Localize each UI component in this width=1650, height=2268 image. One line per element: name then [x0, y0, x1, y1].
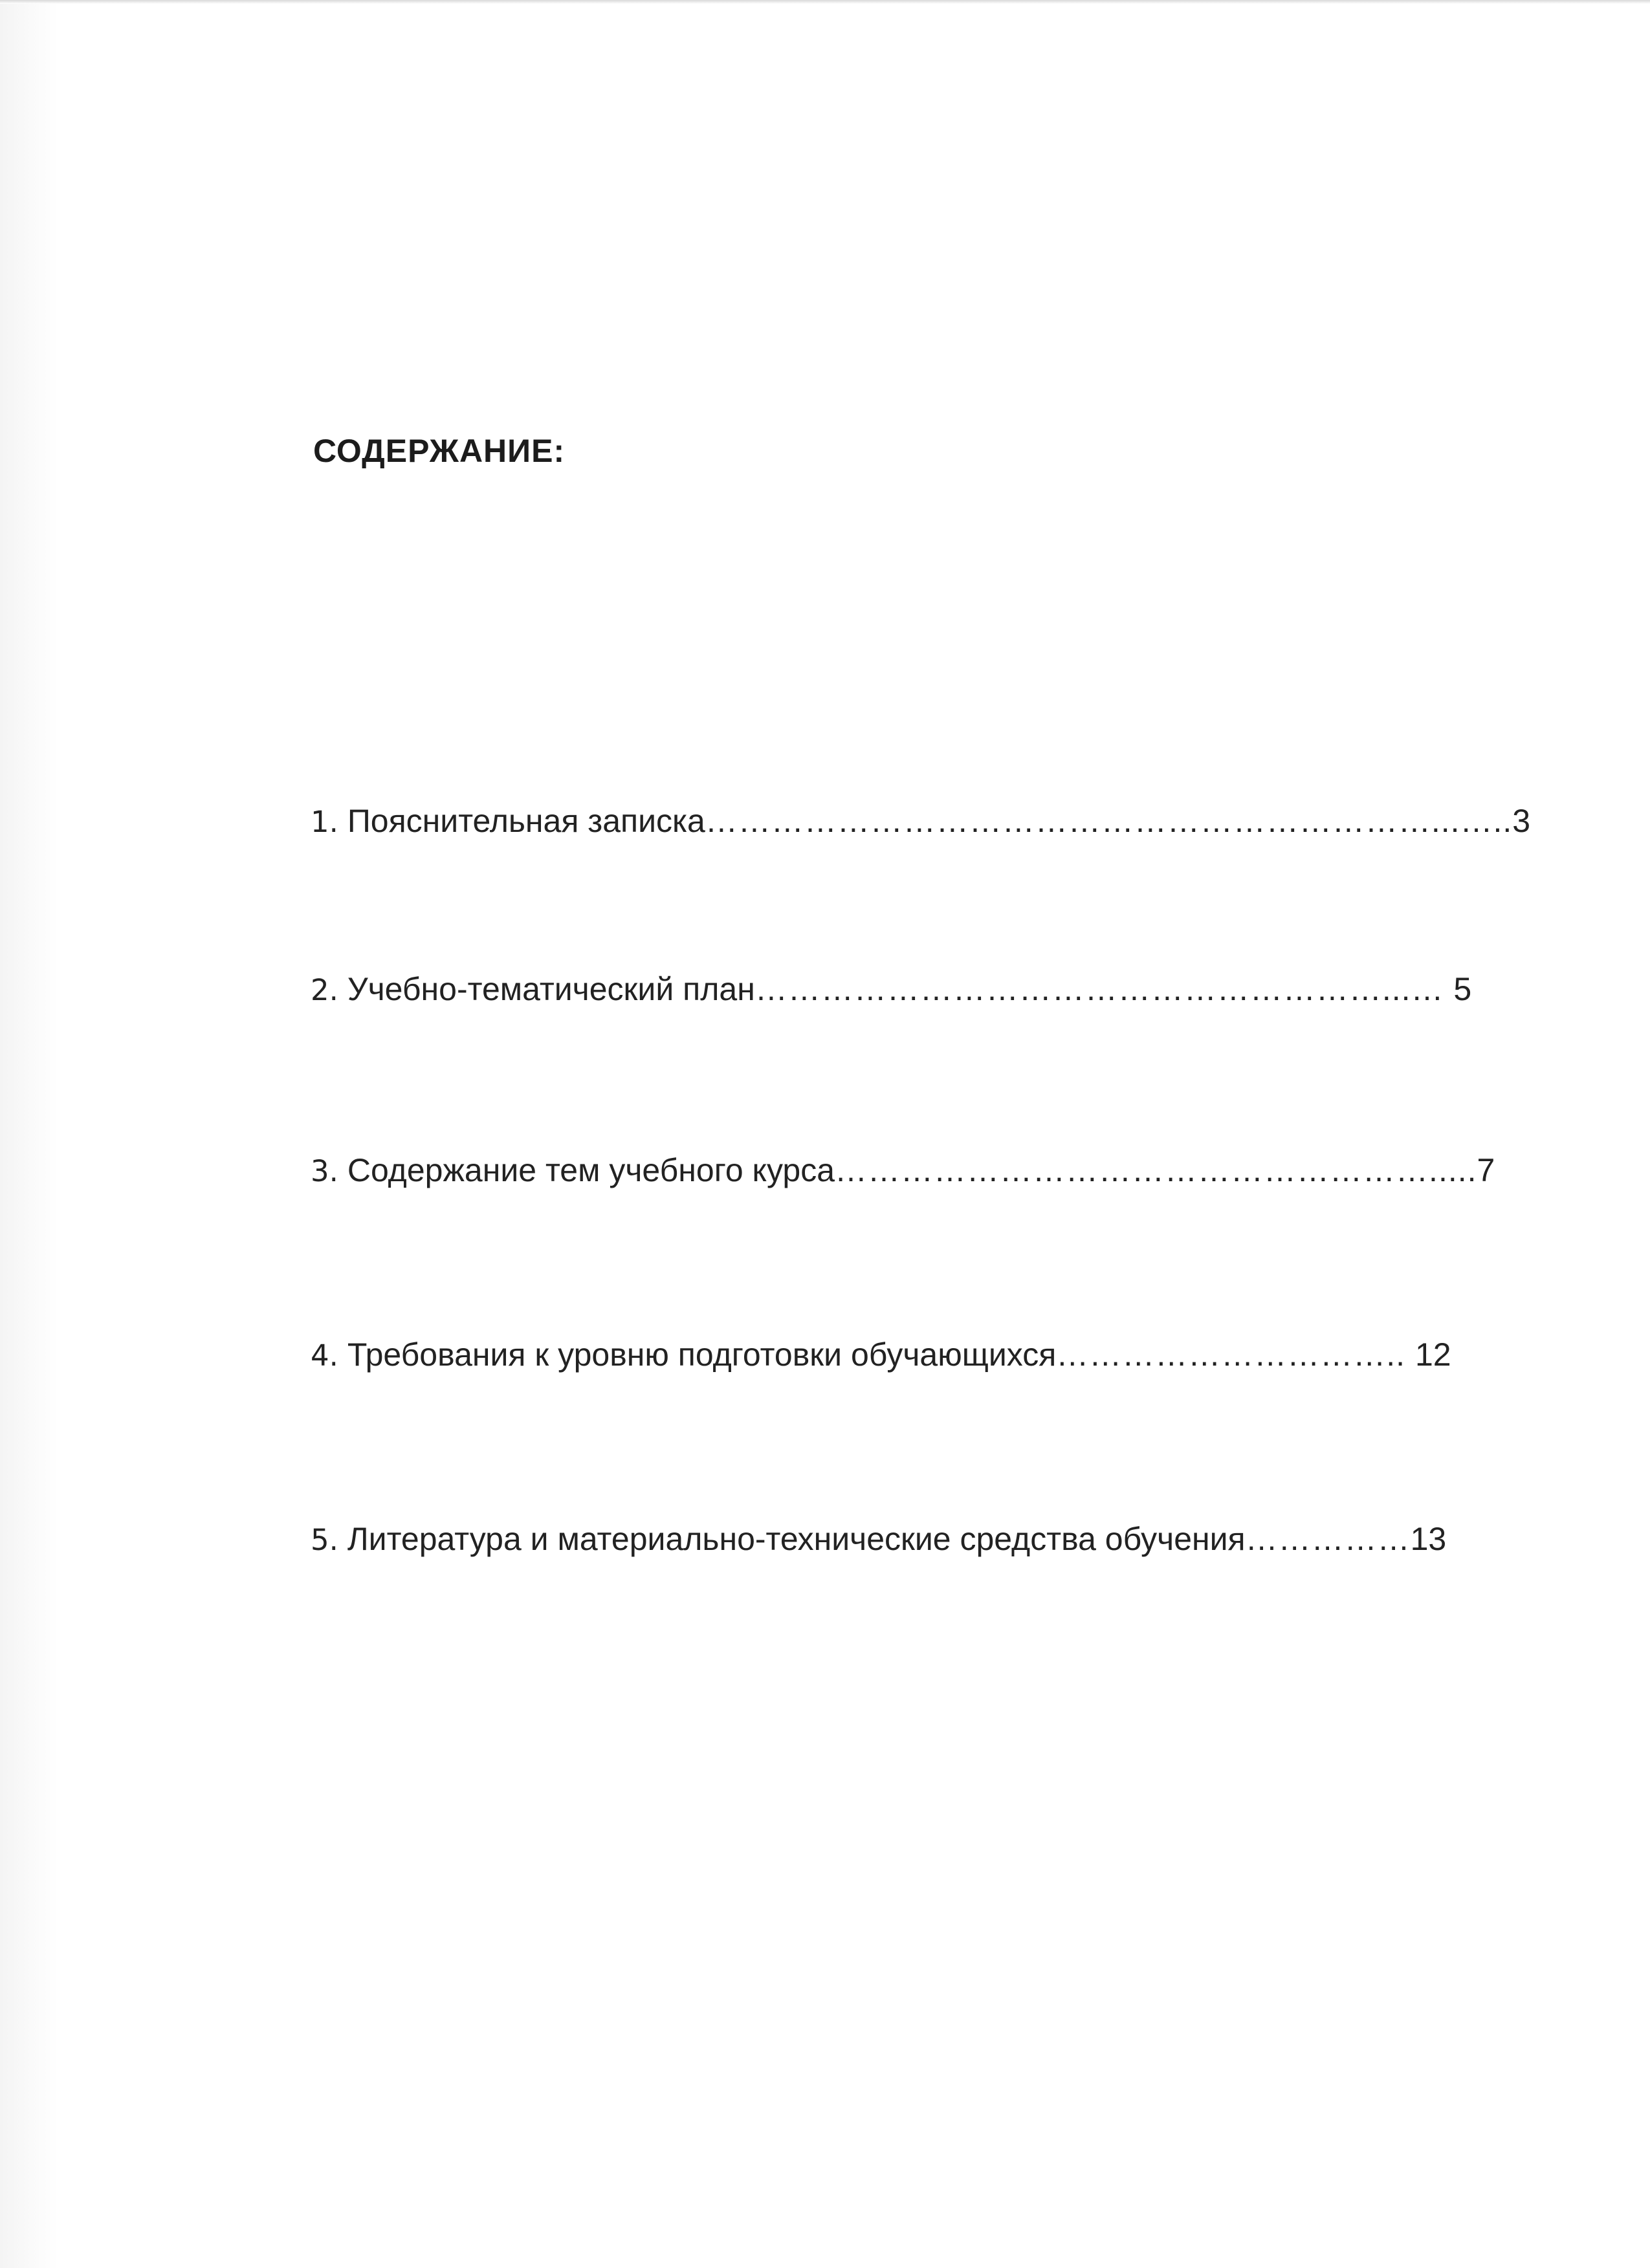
- toc-entry-leader: …………………………………………………...…: [754, 971, 1454, 1007]
- toc-entry-title: Содержание тем учебного курса: [347, 1152, 835, 1188]
- toc-entry-title: Литература и материально-технические средства обучения: [347, 1521, 1246, 1557]
- toc-entry-page: 5: [1453, 971, 1472, 1007]
- toc-entry-5: [311, 1520, 1446, 1558]
- toc-entry-2: [311, 970, 1471, 1008]
- toc-entry-page: 7: [1477, 1152, 1495, 1188]
- toc-entry-title: Учебно-тематический план: [347, 971, 755, 1007]
- toc-entry-number: 2.: [311, 973, 338, 1007]
- toc-entry-number: 3.: [311, 1154, 338, 1188]
- toc-entry-4: [311, 1336, 1451, 1373]
- contents-heading: СОДЕРЖАНИЕ:: [313, 433, 566, 469]
- toc-entry-title: Требования к уровню подготовки обучающихся: [347, 1336, 1057, 1373]
- toc-entry-leader: …………………………………………………………...…..: [705, 803, 1513, 839]
- toc-entry-leader: ……………: [1245, 1521, 1411, 1557]
- toc-entry-number: 4.: [311, 1338, 338, 1373]
- toc-entry-page: 13: [1410, 1521, 1447, 1557]
- toc-entry-leader: …………………………..: [1056, 1336, 1415, 1373]
- toc-entry-page: 12: [1414, 1336, 1451, 1373]
- toc-entry-1: [311, 802, 1530, 840]
- toc-entry-page: 3: [1512, 803, 1531, 839]
- toc-entry-title: Пояснительная записка: [347, 803, 705, 839]
- toc-entry-number: 5.: [311, 1523, 338, 1557]
- toc-entry-leader: ……………………………………………….....: [835, 1152, 1477, 1188]
- scan-shadow-left: [0, 0, 58, 2268]
- toc-entry-3: [311, 1151, 1495, 1189]
- toc-entry-number: 1.: [311, 805, 338, 839]
- scan-shadow-top: [0, 0, 1650, 4]
